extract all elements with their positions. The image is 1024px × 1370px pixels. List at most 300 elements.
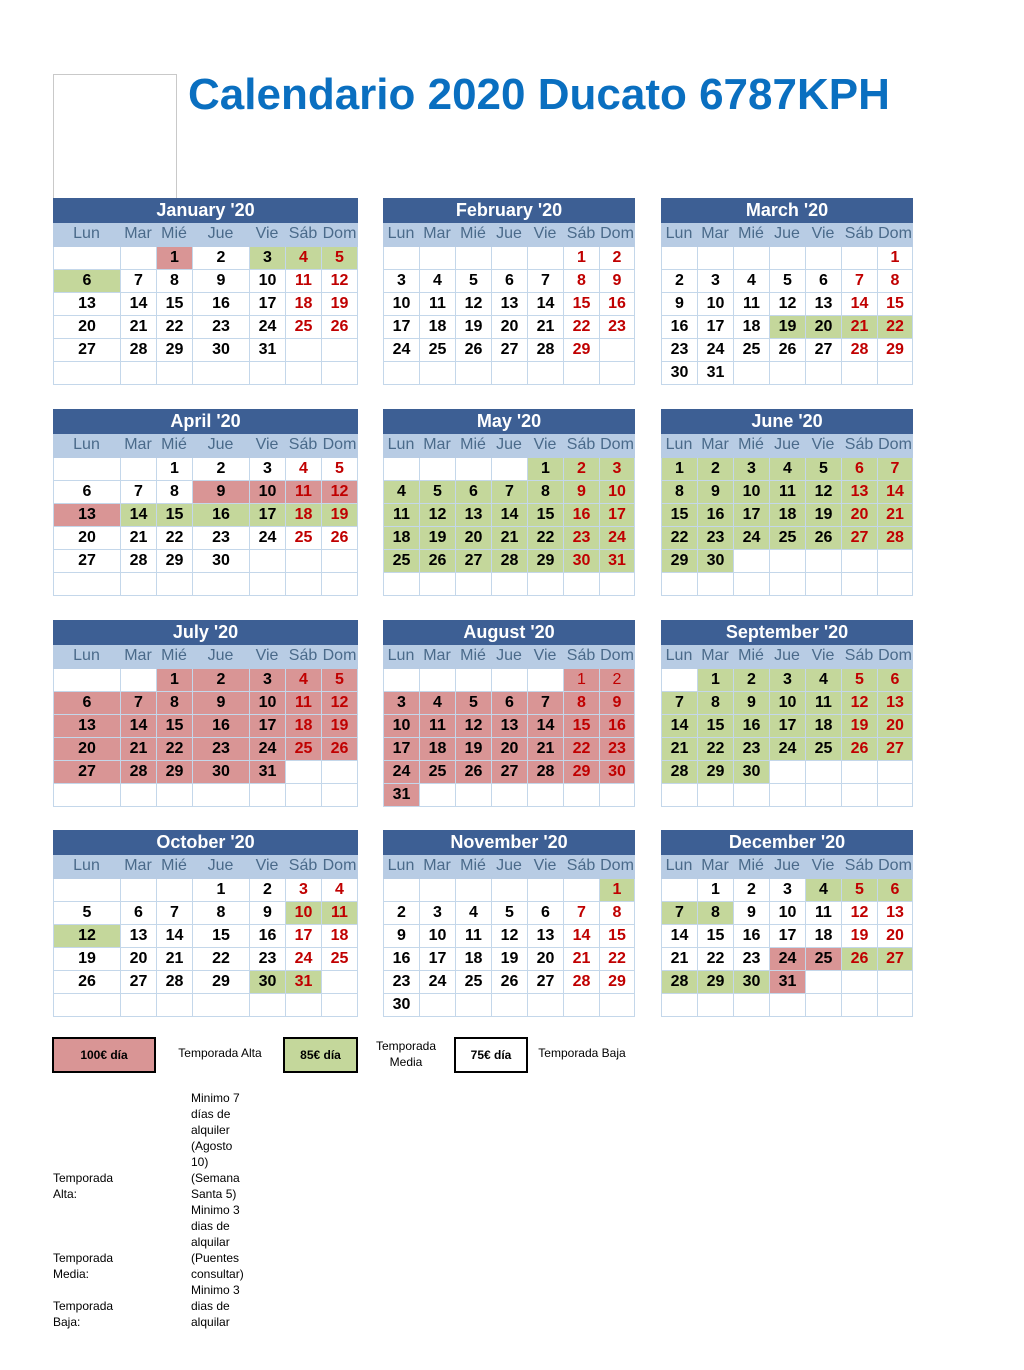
day-cell: 10 [285,902,321,925]
week-row [383,715,635,738]
weekday-label: Vie [811,647,835,664]
day-cell: 13 [877,902,913,925]
day-cell: 15 [697,715,733,738]
day-cell: 4 [285,458,321,481]
week-row [383,692,635,715]
day-cell: 22 [563,316,599,339]
day-cell [156,784,192,807]
day-cell: 31 [383,784,419,807]
day-cell: 9 [563,481,599,504]
day-cell: 4 [419,270,455,293]
day-cell: 27 [53,550,120,573]
day-cell: 19 [491,948,527,971]
week-row [53,247,358,270]
week-row [383,994,635,1017]
weekday-label: Sáb [288,225,318,242]
day-cell: 4 [321,879,358,902]
day-cell [491,247,527,270]
day-cell: 24 [769,738,805,761]
day-cell: 10 [769,692,805,715]
day-cell [156,573,192,596]
day-cell: 14 [877,481,913,504]
note-line: alquiler [191,1123,230,1137]
day-cell: 2 [383,902,419,925]
weekday-header [53,855,358,879]
day-cell: 15 [877,293,913,316]
weekday-label: Lun [73,647,100,664]
weekday-label: Lun [73,436,100,453]
month-9 [661,620,913,807]
day-cell [249,573,285,596]
day-cell: 28 [156,971,192,994]
day-cell: 11 [769,481,805,504]
day-cell [661,247,697,270]
week-row [383,247,635,270]
day-cell: 28 [563,971,599,994]
day-cell: 19 [53,948,120,971]
day-cell: 23 [697,527,733,550]
day-cell: 6 [53,692,120,715]
weekday-label: Sáb [844,225,874,242]
day-cell: 26 [321,316,358,339]
day-cell: 18 [805,715,841,738]
day-cell: 10 [249,692,285,715]
legend-baja-label: Temporada Baja [538,1046,626,1060]
week-row [661,925,913,948]
weekday-header [661,855,913,879]
day-cell: 30 [733,761,769,784]
month-4 [53,409,358,596]
weekday-label: Dom [322,647,357,664]
day-cell: 31 [769,971,805,994]
day-cell: 11 [285,692,321,715]
day-cell: 21 [120,527,156,550]
day-cell: 24 [697,339,733,362]
day-cell: 18 [419,316,455,339]
day-cell: 3 [383,270,419,293]
weekday-header [661,223,913,247]
day-cell [527,784,563,807]
day-cell: 21 [563,948,599,971]
day-cell: 7 [120,481,156,504]
day-cell [53,458,120,481]
day-cell [419,994,455,1017]
week-row [661,761,913,784]
day-cell: 20 [527,948,563,971]
day-cell: 11 [419,715,455,738]
day-cell: 25 [805,948,841,971]
day-cell: 20 [491,316,527,339]
day-cell [156,362,192,385]
week-row [53,550,358,573]
weekday-header [661,434,913,458]
day-cell [455,784,491,807]
day-cell: 25 [455,971,491,994]
day-cell [455,362,491,385]
day-cell [599,994,635,1017]
month-5 [383,409,635,596]
week-row [383,784,635,807]
day-cell: 1 [877,247,913,270]
day-cell: 24 [419,971,455,994]
day-cell: 12 [321,481,358,504]
weekday-label: Lun [665,647,693,664]
weekday-label: Vie [533,857,557,874]
day-cell [192,362,249,385]
day-cell: 11 [419,293,455,316]
day-cell: 9 [249,902,285,925]
week-row [383,948,635,971]
day-cell [53,362,120,385]
week-row [383,270,635,293]
day-cell [841,784,877,807]
weekday-label: Mar [701,436,729,453]
month-title: December '20 [661,830,913,855]
week-row [53,573,358,596]
day-cell: 22 [192,948,249,971]
day-cell: 15 [527,504,563,527]
day-cell: 31 [249,761,285,784]
weekday-label: Vie [533,647,557,664]
day-cell [156,879,192,902]
day-cell [805,971,841,994]
day-cell: 26 [321,527,358,550]
day-cell [841,994,877,1017]
day-cell: 17 [733,504,769,527]
day-cell [192,994,249,1017]
weekday-header [383,434,635,458]
month-title: April '20 [53,409,358,434]
day-cell: 23 [192,316,249,339]
day-cell: 7 [527,692,563,715]
weekday-label: Mar [124,857,152,874]
weekday-label: Mié [460,225,486,242]
day-cell: 24 [769,948,805,971]
day-cell: 11 [455,925,491,948]
day-cell: 7 [156,902,192,925]
day-cell: 17 [383,738,419,761]
day-cell: 6 [120,902,156,925]
month-title: September '20 [661,620,913,645]
day-cell: 16 [599,715,635,738]
day-cell: 13 [53,293,120,316]
day-cell: 11 [285,481,321,504]
day-cell: 1 [527,458,563,481]
day-cell: 16 [733,715,769,738]
week-row [53,481,358,504]
day-cell: 10 [733,481,769,504]
day-cell: 17 [249,715,285,738]
week-row [661,902,913,925]
day-cell [491,994,527,1017]
day-cell [53,784,120,807]
day-cell: 4 [383,481,419,504]
weekday-label: Dom [878,225,912,242]
day-cell: 24 [383,339,419,362]
week-row [661,316,913,339]
day-cell [527,573,563,596]
day-cell [769,573,805,596]
day-cell [805,550,841,573]
day-cell: 30 [192,761,249,784]
day-cell: 4 [733,270,769,293]
day-cell: 3 [285,879,321,902]
day-cell: 28 [527,339,563,362]
month-title: October '20 [53,830,358,855]
week-row [383,669,635,692]
day-cell: 3 [249,669,285,692]
weekday-header [661,645,913,669]
day-cell: 6 [805,270,841,293]
day-cell: 10 [249,481,285,504]
week-row [661,994,913,1017]
day-cell: 6 [491,692,527,715]
day-cell [455,458,491,481]
week-row [53,293,358,316]
day-cell: 9 [661,293,697,316]
day-cell: 25 [419,761,455,784]
week-row [661,692,913,715]
day-cell [527,362,563,385]
day-cell: 23 [599,316,635,339]
day-cell [156,994,192,1017]
day-cell: 21 [841,316,877,339]
day-cell [805,573,841,596]
month-title: November '20 [383,830,635,855]
day-cell: 17 [769,715,805,738]
day-cell [455,879,491,902]
month-title: February '20 [383,198,635,223]
day-cell [877,550,913,573]
weekday-label: Jue [207,647,234,664]
weekday-label: Vie [255,225,279,242]
day-cell: 30 [383,994,419,1017]
day-cell: 28 [661,761,697,784]
day-cell [285,362,321,385]
day-cell: 14 [527,715,563,738]
day-cell: 12 [321,270,358,293]
day-cell [285,784,321,807]
day-cell [285,994,321,1017]
day-cell: 2 [697,458,733,481]
day-cell [53,879,120,902]
day-cell [455,573,491,596]
day-cell [841,550,877,573]
day-cell: 26 [491,971,527,994]
day-cell: 26 [53,971,120,994]
day-cell: 10 [697,293,733,316]
weekday-header [53,223,358,247]
day-cell: 12 [769,293,805,316]
day-cell [805,247,841,270]
day-cell [383,362,419,385]
week-row [53,948,358,971]
weekday-label: Lun [73,857,100,874]
week-row [383,902,635,925]
weekday-label: Vie [811,436,835,453]
day-cell: 13 [841,481,877,504]
week-row [53,715,358,738]
day-cell [769,247,805,270]
day-cell [120,362,156,385]
day-cell [285,573,321,596]
day-cell: 17 [249,293,285,316]
day-cell: 18 [769,504,805,527]
day-cell: 28 [491,550,527,573]
day-cell: 12 [53,925,120,948]
day-cell: 26 [805,527,841,550]
day-cell: 3 [697,270,733,293]
day-cell: 20 [491,738,527,761]
day-cell: 14 [563,925,599,948]
day-cell [383,879,419,902]
day-cell [192,573,249,596]
day-cell [249,550,285,573]
day-cell [841,362,877,385]
day-cell: 11 [805,902,841,925]
day-cell [383,573,419,596]
day-cell: 24 [249,738,285,761]
day-cell: 3 [733,458,769,481]
note-line: (Puentes [191,1251,240,1265]
week-row [661,504,913,527]
day-cell [563,879,599,902]
day-cell: 4 [285,247,321,270]
day-cell: 17 [383,316,419,339]
day-cell [733,994,769,1017]
day-cell: 17 [599,504,635,527]
weekday-label: Dom [878,647,912,664]
day-cell: 12 [841,902,877,925]
week-row [661,481,913,504]
day-cell: 20 [877,925,913,948]
day-cell [697,994,733,1017]
month-12 [661,830,913,1017]
week-row [661,247,913,270]
day-cell: 7 [841,270,877,293]
weekday-label: Lun [665,857,693,874]
day-cell: 29 [697,761,733,784]
day-cell: 7 [661,902,697,925]
day-cell [733,247,769,270]
day-cell [321,784,358,807]
day-cell [53,573,120,596]
week-row [383,879,635,902]
day-cell: 27 [491,761,527,784]
weekday-label: Mié [738,857,764,874]
day-cell: 7 [661,692,697,715]
day-cell: 21 [120,316,156,339]
day-cell: 8 [192,902,249,925]
day-cell [383,458,419,481]
day-cell: 15 [661,504,697,527]
week-row [383,527,635,550]
day-cell: 4 [419,692,455,715]
day-cell: 22 [156,527,192,550]
week-row [383,738,635,761]
day-cell: 1 [156,458,192,481]
day-cell: 21 [120,738,156,761]
weekday-label: Dom [322,225,357,242]
day-cell [661,784,697,807]
day-cell [419,458,455,481]
week-row [53,761,358,784]
day-cell: 1 [156,247,192,270]
day-cell: 13 [491,293,527,316]
weekday-label: Vie [255,647,279,664]
day-cell [563,573,599,596]
day-cell: 17 [697,316,733,339]
weekday-label: Mié [738,225,764,242]
day-cell: 9 [733,692,769,715]
day-cell: 3 [769,879,805,902]
day-cell: 22 [697,738,733,761]
day-cell: 5 [491,902,527,925]
week-row [661,573,913,596]
week-row [53,925,358,948]
day-cell: 9 [599,692,635,715]
day-cell: 25 [769,527,805,550]
day-cell: 29 [563,339,599,362]
day-cell: 30 [599,761,635,784]
week-row [383,339,635,362]
month-3 [661,198,913,385]
day-cell: 23 [192,527,249,550]
day-cell: 18 [285,293,321,316]
day-cell [53,247,120,270]
month-11 [383,830,635,1017]
day-cell: 13 [455,504,491,527]
day-cell [321,339,358,362]
day-cell [697,784,733,807]
weekday-label: Lun [387,647,415,664]
day-cell [563,994,599,1017]
day-cell: 29 [877,339,913,362]
day-cell: 17 [285,925,321,948]
day-cell: 14 [661,715,697,738]
day-cell [661,994,697,1017]
day-cell: 6 [527,902,563,925]
day-cell: 19 [805,504,841,527]
day-cell: 5 [455,692,491,715]
day-cell: 19 [321,504,358,527]
week-row [383,573,635,596]
day-cell: 28 [120,550,156,573]
day-cell: 27 [53,761,120,784]
day-cell: 22 [156,738,192,761]
day-cell: 12 [455,715,491,738]
weekday-label: Jue [496,857,522,874]
week-row [53,458,358,481]
day-cell: 4 [805,879,841,902]
day-cell [192,784,249,807]
day-cell [841,247,877,270]
weekday-label: Mar [701,225,729,242]
day-cell: 17 [249,504,285,527]
day-cell: 11 [383,504,419,527]
day-cell [697,247,733,270]
day-cell: 29 [697,971,733,994]
day-cell: 14 [156,925,192,948]
day-cell: 9 [192,270,249,293]
day-cell [733,550,769,573]
day-cell: 20 [53,316,120,339]
weekday-label: Mar [124,647,152,664]
day-cell: 31 [249,339,285,362]
day-cell: 3 [383,692,419,715]
note-baja-label: Temporada Baja: [53,1299,114,1329]
day-cell: 13 [805,293,841,316]
